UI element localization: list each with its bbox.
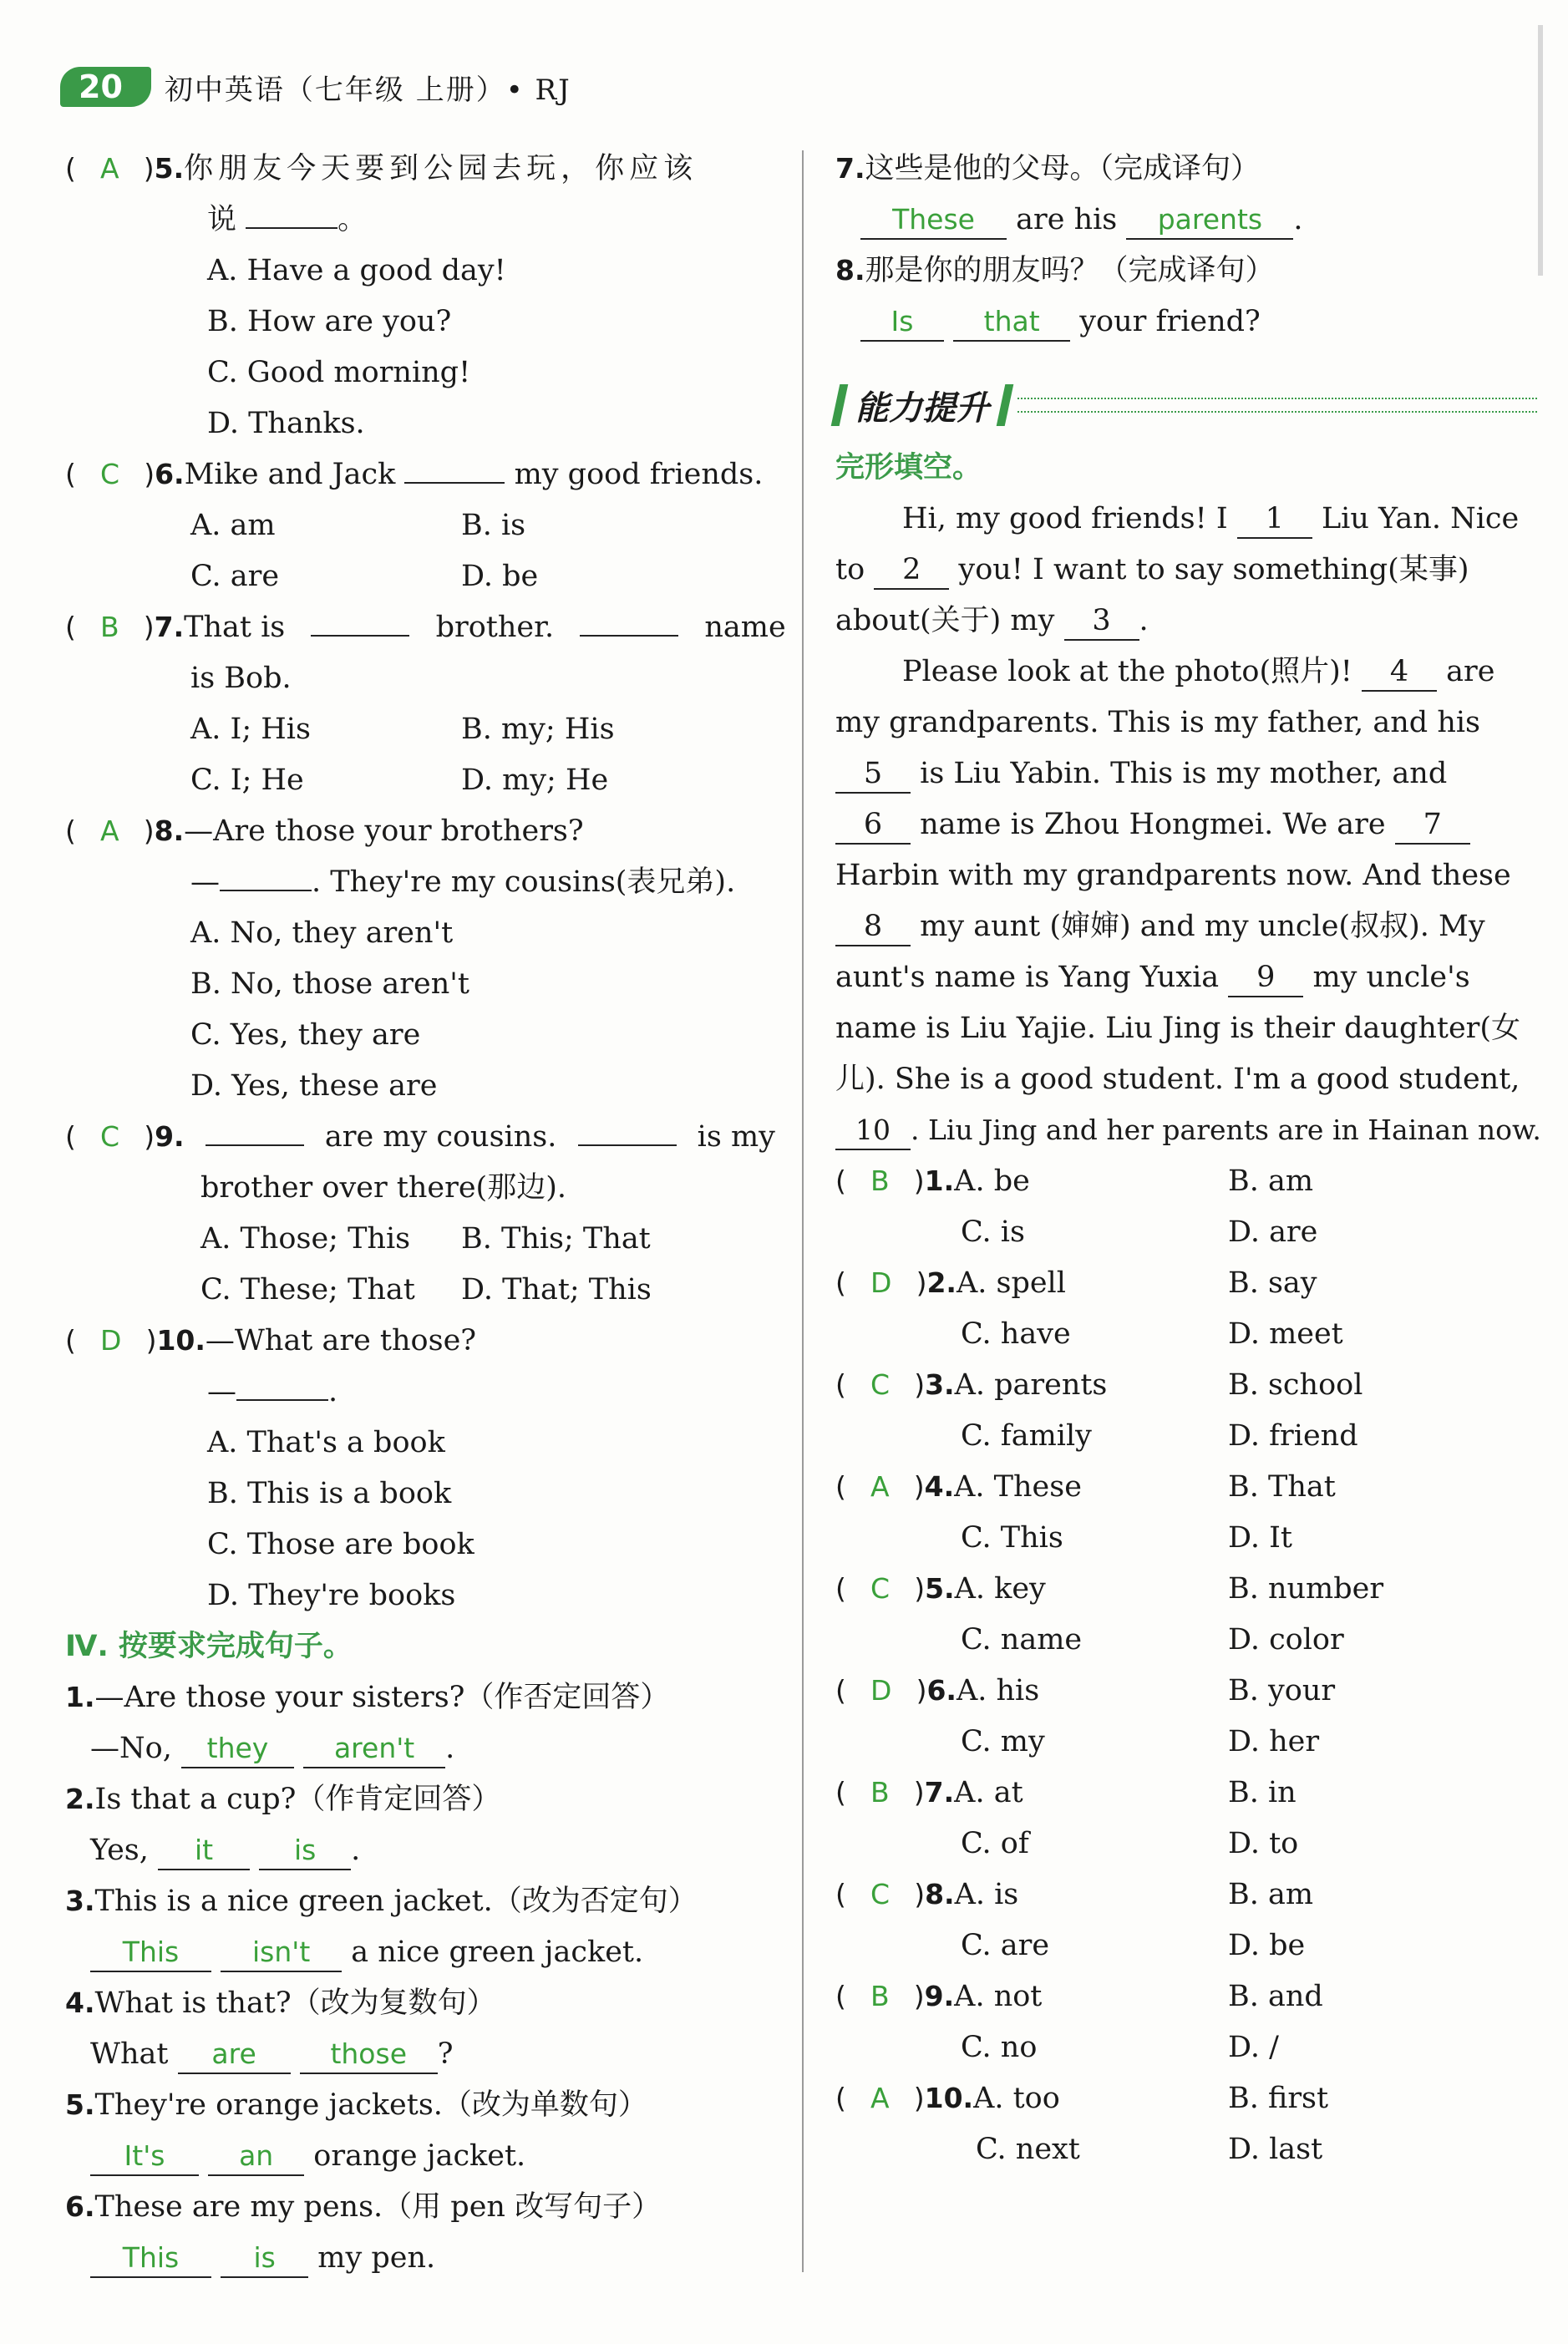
option: C. Good morning! [207,356,471,389]
answer-letter: C [870,1572,891,1605]
option: B. How are you? [207,305,452,338]
question-6: ( C )6.Mike and Jack my good friends. [65,458,764,491]
cloze-item: ( B )9.A. not [835,1980,1043,2013]
cloze-option-c: C. family [961,1419,1092,1453]
passage-line: Hi, my good friends! I 1 Liu Yan. Nice [902,498,1519,540]
cloze-option-b: B. say [1228,1266,1317,1300]
passage-line: 8 my aunt (婶婶) and my uncle(叔叔). My [835,906,1485,947]
ability-banner: 能力提升 [835,380,1537,430]
answer-letter: A [870,2082,890,2114]
cloze-option-c: C. is [961,1215,1025,1249]
option: D. Thanks. [207,407,365,440]
cloze-option-d: D. be [1228,1929,1306,1962]
cloze-item: ( B )7.A. at [835,1776,1023,1809]
cloze-option-d: D. are [1228,1215,1318,1249]
question-10: ( D )10.—What are those? [65,1324,477,1357]
cloze-option-d: D. her [1228,1725,1320,1758]
passage-line: my grandparents. This is my father, and his [835,706,1481,739]
answer-letter: B [870,1980,890,2012]
sentence-8: 8.那是你的朋友吗？（完成译句） [835,254,1275,287]
cloze-item: ( C )3.A. parents [835,1368,1108,1402]
cloze-option-d: D. friend [1228,1419,1358,1453]
passage-line: Harbin with my grandparents now. And these [835,859,1511,892]
cloze-option-b: B. number [1228,1572,1384,1606]
question-9: ( C )9. are my cousins. is my [65,1120,775,1154]
cloze-item: ( C )8.A. is [835,1878,1019,1911]
cloze-option-d: D. color [1228,1623,1344,1657]
cloze-option-c: C. of [961,1827,1029,1860]
book-title: 初中英语（七年级 上册）• RJ [164,73,571,107]
cloze-option-d: D. It [1228,1521,1292,1555]
passage-line: 6 name is Zhou Hongmei. We are 7 [835,804,1470,845]
cloze-option-b: B. school [1228,1368,1363,1402]
cloze-option-c: C. my [961,1725,1045,1758]
passage-line: aunt's name is Yang Yuxia 9 my uncle's [835,956,1470,998]
sentence-5: 5.They're orange jackets.（改为单数句） [65,2088,647,2122]
answer-blank [246,227,337,229]
passage-line: about(关于) my 3 . [835,600,1149,642]
cloze-option-b: B. That [1228,1470,1336,1504]
question-8: ( A )8.—Are those your brothers? [65,814,584,848]
cloze-option-d: D. / [1228,2031,1279,2064]
cloze-option-c: C. have [961,1317,1071,1351]
answer-letter: A [100,152,119,185]
answer-letter: A [870,1470,890,1503]
cloze-heading: 完形填空。 [835,451,982,485]
passage-line: Please look at the photo(照片)! 4 are [902,651,1494,693]
passage-line: 儿). She is a good student. I'm a good student, [835,1063,1520,1096]
passage-line: 10 . Liu Jing and her parents are in Hainan now. [835,1109,1541,1151]
cloze-item: ( C )5.A. key [835,1572,1046,1606]
cloze-item: ( A )10.A. too [835,2082,1060,2115]
cloze-item: ( A )4.A. These [835,1470,1082,1504]
sentence-6: 6.These are my pens.（用 pen 改写句子） [65,2190,662,2224]
cloze-option-b: B. first [1228,2082,1329,2115]
sentence-4: 4.What is that?（改为复数句） [65,1986,496,2020]
section-heading: Ⅳ. 按要求完成句子。 [65,1630,353,1663]
cloze-item: ( B )1.A. be [835,1164,1030,1198]
cloze-option-b: B. and [1228,1980,1323,2013]
passage-line: to 2 you! I want to say something(某事) [835,549,1469,591]
answer-letter: D [870,1266,892,1299]
page-header [60,65,571,109]
passage-line: name is Liu Yajie. Liu Jing is their daughter(女 [835,1012,1521,1045]
question-5: ( A )5.你朋友今天要到公园去玩，你应该 [65,152,698,185]
cloze-option-c: C. next [976,2133,1080,2166]
cloze-item: ( D )6.A. his [835,1674,1040,1707]
answer-letter: B [870,1164,890,1197]
answer-letter: C [870,1368,891,1401]
option: A. Have a good day! [207,254,506,287]
sentence-7: 7.这些是他的父母。（完成译句） [835,152,1261,185]
cloze-option-c: C. name [961,1623,1083,1657]
cloze-item: ( D )2.A. spell [835,1266,1066,1300]
cloze-option-c: C. are [961,1929,1050,1962]
answer-letter: B [870,1776,890,1809]
sentence-2: 2.Is that a cup?（作肯定回答） [65,1783,501,1816]
cloze-option-b: B. am [1228,1878,1314,1911]
sentence-1: 1.—Are those your sisters?（作否定回答） [65,1681,670,1714]
page-edge [1538,25,1543,276]
cloze-option-d: D. last [1228,2133,1323,2166]
cloze-option-b: B. in [1228,1776,1297,1809]
cloze-option-b: B. am [1228,1164,1314,1198]
cloze-option-b: B. your [1228,1674,1336,1707]
cloze-option-c: C. This [961,1521,1063,1555]
page-number-badge: 20 [60,67,151,107]
passage-line: 5 is Liu Yabin. This is my mother, and [835,753,1447,794]
answer-letter: C [870,1878,891,1910]
cloze-option-d: D. to [1228,1827,1299,1860]
answer-letter: D [870,1674,892,1707]
sentence-3: 3.This is a nice green jacket.（改为否定句） [65,1885,698,1918]
cloze-option-c: C. no [961,2031,1038,2064]
column-divider [802,150,804,2272]
cloze-option-d: D. meet [1228,1317,1343,1351]
worksheet-page: 20 初中英语（七年级 上册）• RJ ( A )5.你朋友今天要到公园去玩，你应该 说 。 A. Have a good day! B. How are you? C. Good morning! D. Thanks. ( C )6.Mike and Jack my good friends. A. am B. is C. are D. be ( B )7.That is brother. name is Bob. A. I; His B. my; His C. I; He D. my; He ( A )8.—Are those your brothers? — . They're my cousins(表兄弟). A. No, they aren't B. No, those aren't C. Yes, they are D. Yes, these are ( C )9. are my cousins. is my brother over there(那边). A. Those; This B. This; That C. These; That D. That; This ( D )10.—What are those? — . A. That's a book B. This is a book C. Those are book D. They're books Ⅳ. 按要求完成句子。 1.—Are those your sisters?（作否定回答） —No, they aren't . 2.Is that a cup?（作肯定回答） Yes, it is . 3.This is a nice green jacket.（改为否定句） This isn't a nice green jacket. 4.What is that?（改为复数句） What are those ? 5.They're orange jackets.（改为单数句） It's an orange jacket. 6.These are my pens.（用 pen 改写句子） This is my pen. 7.这些是他的父母。（完成译句） These are his parents . 8.那是你的朋友吗？（完成译句） Is that your friend? 能力提升 完形填空。 Hi, my good friends! I 1 Liu Yan. Nice to 2 you! I want to say something(某事) about(关于) my 3 . Please look at the photo(照片)! 4 are my grandparents. This is my father, and his 5 is Liu Yabin. This is my mother, and 6 name is Zhou Hongmei. We are 7 Harbin with my grandparents now. And these 8 my aunt (婶婶) and my uncle(叔叔). My aunt's name is Yang Yuxia 9 my uncle's name is Liu Yajie. Liu Jing is their daughter(女 儿). She is a good student. I'm a good student, 10 . Liu Jing and her parents are in Hainan now. ( B )1.A. be B. am C. is D. are ( D )2.A. spell B. say C. have D. meet ( C )3.A. parents B. school C. family D. friend ( A )4.A. These B. That C. This D. It ( C )5.A. key B. number C. name D. color ( D )6.A. his B. your C. my D. her ( B )7.A. at B. in C. of D. to ( C )8.A. is B. am C. are D. be ( B )9.A. not B. and C. no D. / ( A )10.A. too B. first C. next D. last [0,0,1568,2344]
question-7: ( B )7.That is brother. name [65,611,786,644]
